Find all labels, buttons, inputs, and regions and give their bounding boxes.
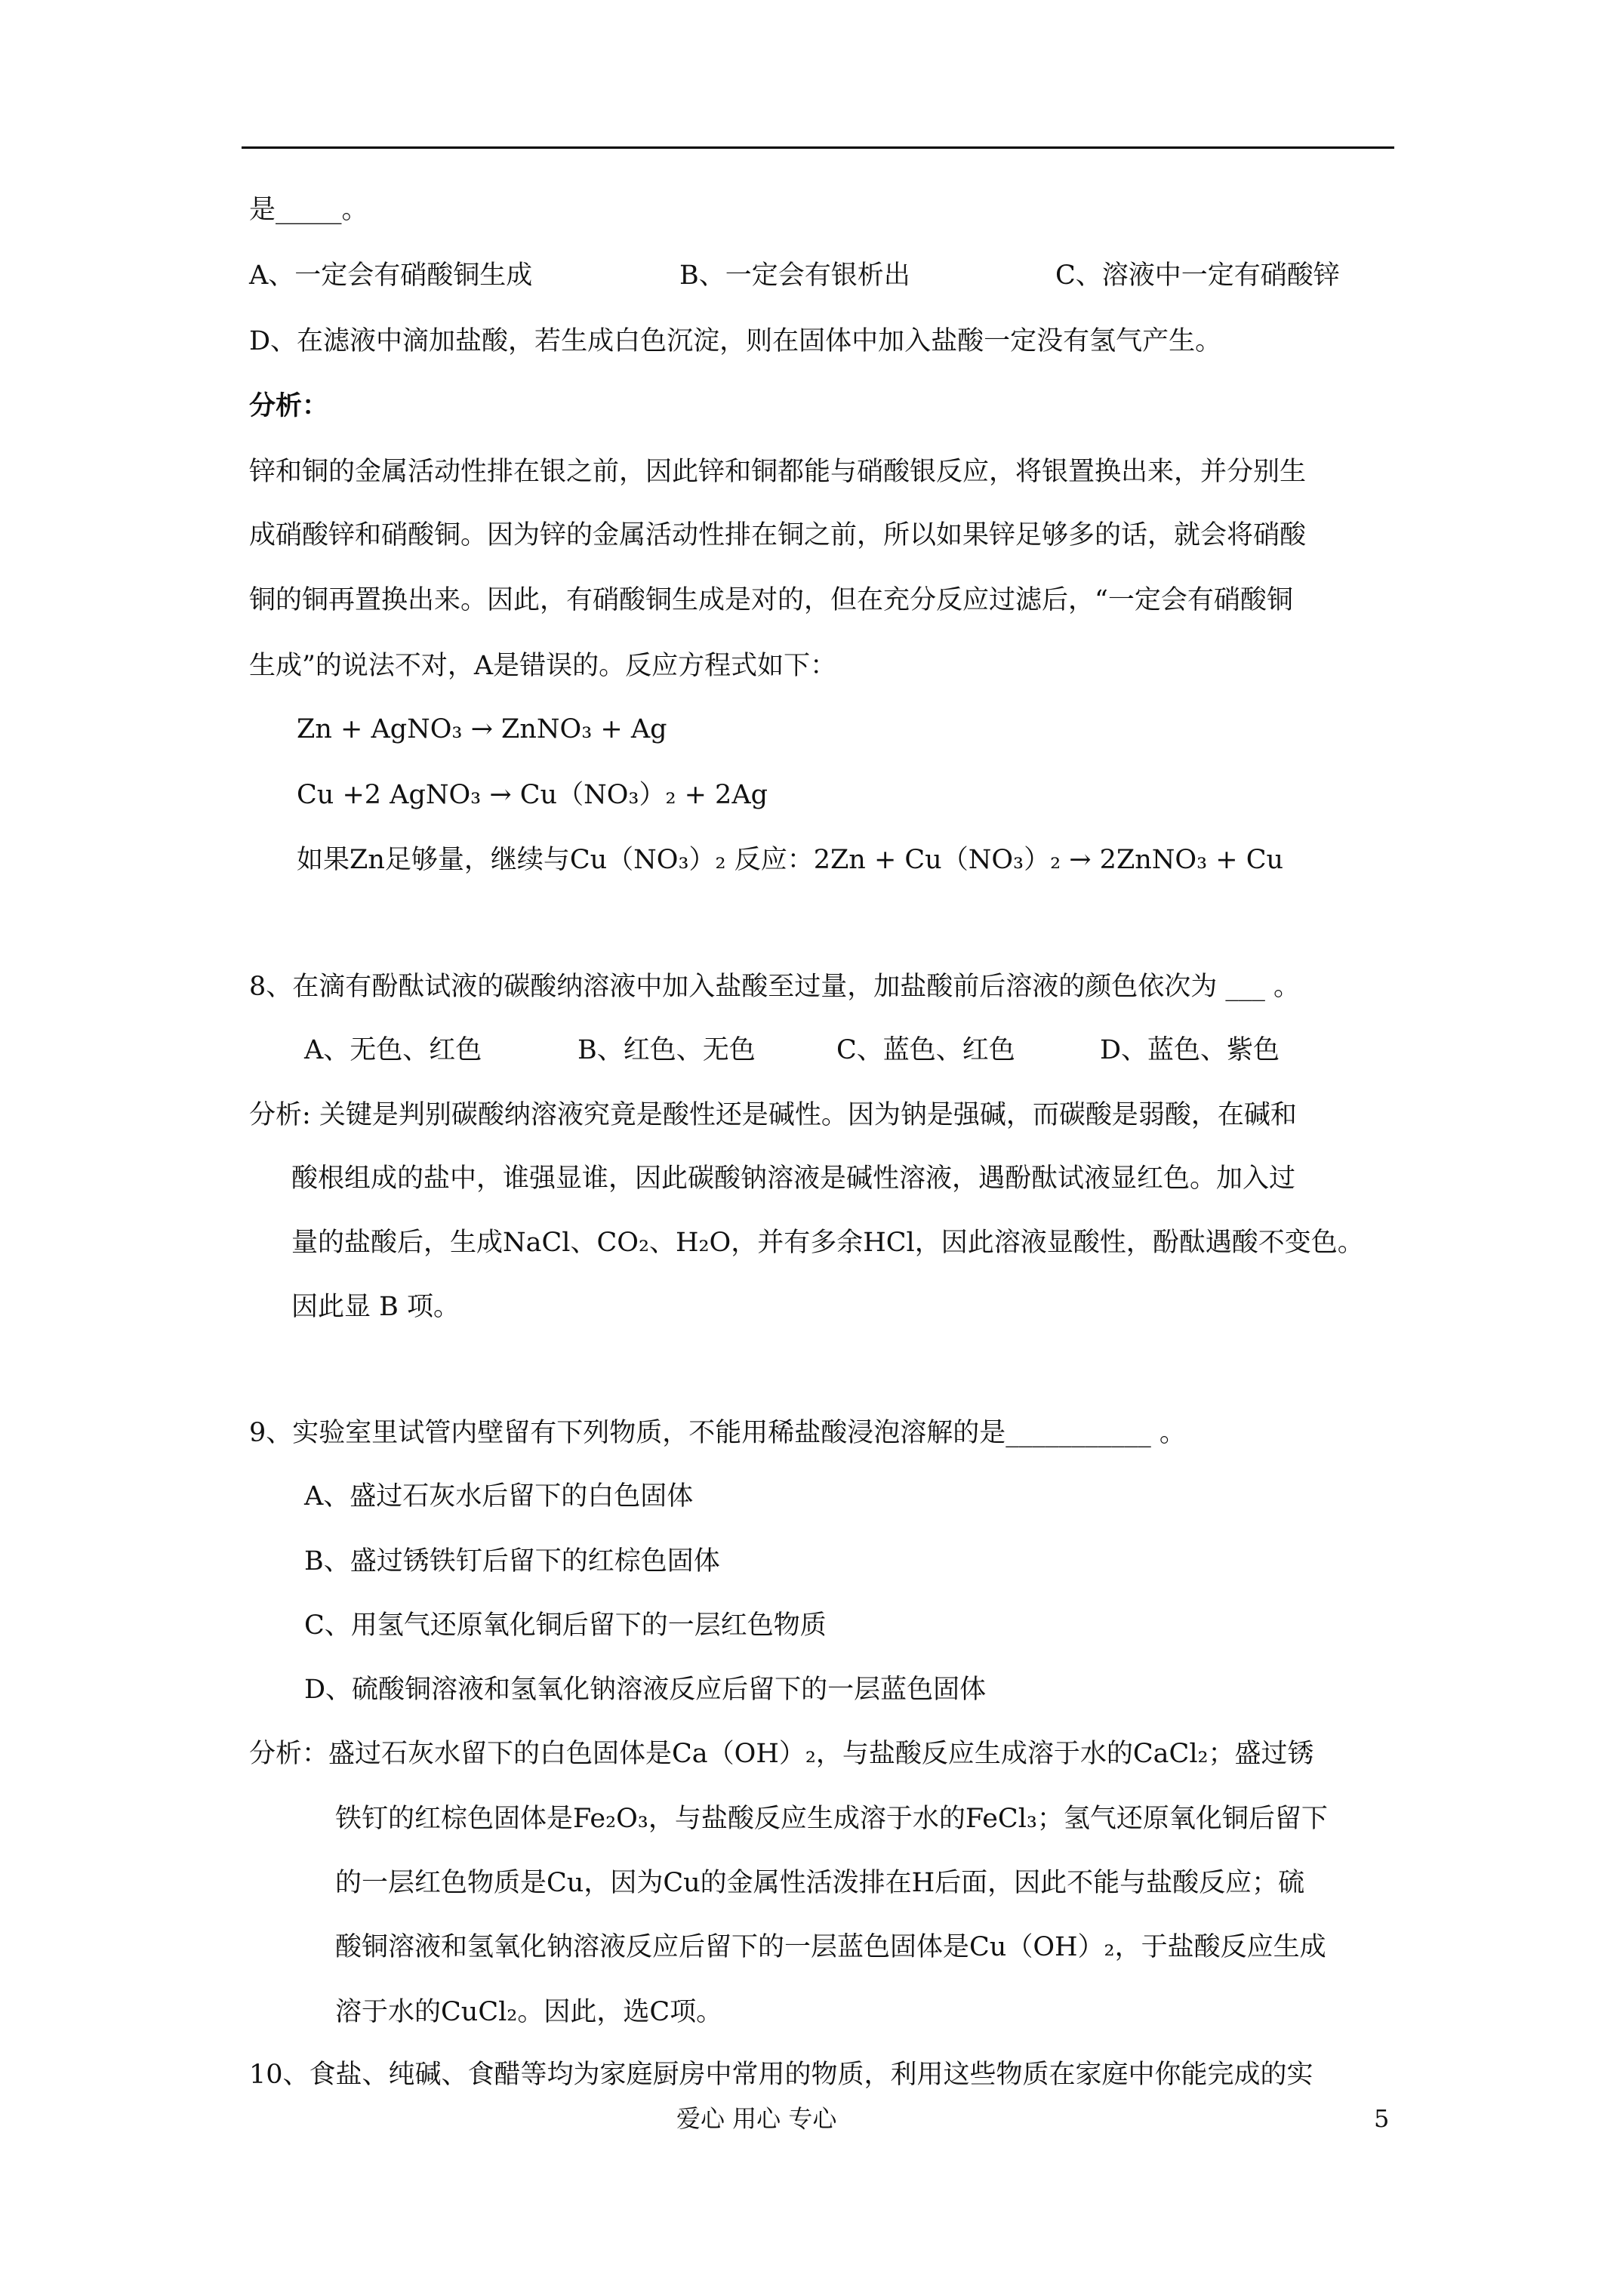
text-line-l10: Cu +2 AgNO₃ → Cu（NO₃）₂ + 2Ag (297, 780, 768, 810)
text-line-l24: 铁钉的红棕色固体是Fe₂O₃，与盐酸反应生成溶于水的FeCl₃；氢气还原氧化铜后留下 (335, 1804, 1328, 1834)
text-line-l13d: D、蓝色、紫色 (1100, 1035, 1280, 1065)
text-line-l26: 酸铜溶液和氢氧化钠溶液反应后留下的一层蓝色固体是Cu（OH）₂，于盐酸反应生成 (335, 1932, 1326, 1962)
text-line-l25: 的一层红色物质是Cu，因为Cu的金属性活泼排在H后面，因此不能与盐酸反应；硫 (335, 1868, 1305, 1898)
text-line-l13c: C、蓝色、红色 (836, 1035, 1015, 1065)
text-line-l5: 锌和铜的金属活动性排在银之前，因此锌和铜都能与硝酸银反应，将银置换出来，并分别生 (249, 457, 1307, 487)
text-line-l21: C、用氢气还原氧化铜后留下的一层红色物质 (304, 1610, 827, 1641)
text-line-l18: 9、实验室里试管内壁留有下列物质，不能用稀盐酸浸泡溶解的是___________ 。 (249, 1418, 1186, 1448)
text-line-l6: 成硝酸锌和硝酸铜。因为锌的金属活动性排在铜之前，所以如果锌足够多的话，就会将硝酸 (249, 520, 1307, 550)
text-line-l7: 铜的铜再置换出来。因此，有硝酸铜生成是对的，但在充分反应过滤后，“一定会有硝酸铜 (249, 585, 1293, 615)
text-line-l2c: C、溶液中一定有硝酸锌 (1055, 260, 1340, 291)
text-line-l20: B、盛过锈铁钉后留下的红棕色固体 (304, 1546, 720, 1576)
text-line-l12: 8、在滴有酚酞试液的碳酸纳溶液中加入盐酸至过量，加盐酸前后溶液的颜色依次为 ___ 。 (249, 972, 1301, 1002)
text-line-l28: 10、食盐、纯碱、食醋等均为家庭厨房中常用的物质，利用这些物质在家庭中你能完成的实 (249, 2060, 1313, 2090)
text-line-l4: 分析： (249, 390, 329, 421)
text-line-l11: 如果Zn足够量，继续与Cu（NO₃）₂ 反应：2Zn + Cu（NO₃）₂ → 2ZnNO₃ + Cu (297, 845, 1284, 875)
text-line-l17: 因此显 B 项。 (291, 1292, 460, 1322)
text-line-l27: 溶于水的CuCl₂。因此，选C项。 (335, 1997, 723, 2027)
text-line-l1: 是_____。 (249, 195, 368, 225)
text-line-l14: 分析: 关键是判别碳酸纳溶液究竟是酸性还是碱性。因为钠是强碱，而碳酸是弱酸，在碱和 (249, 1100, 1297, 1130)
text-line-l2a: A、一定会有硝酸铜生成 (249, 260, 533, 291)
page-number: 5 (1374, 2104, 1390, 2133)
text-line-l23: 分析：盛过石灰水留下的白色固体是Ca（OH）₂，与盐酸反应生成溶于水的CaCl₂；盛过锈 (249, 1739, 1314, 1769)
header-rule (242, 146, 1394, 149)
text-line-l3: D、在滤液中滴加盐酸，若生成白色沉淀，则在固体中加入盐酸一定没有氢气产生。 (249, 326, 1222, 356)
text-line-l22: D、硫酸铜溶液和氢氧化钠溶液反应后留下的一层蓝色固体 (304, 1675, 987, 1705)
text-line-l13a: A、无色、红色 (304, 1035, 482, 1065)
text-line-l9: Zn + AgNO₃ → ZnNO₃ + Ag (297, 714, 667, 744)
text-line-l15: 酸根组成的盐中，谁强显谁，因此碳酸钠溶液是碱性溶液，遇酚酞试液显红色。加入过 (291, 1163, 1296, 1194)
text-line-l16: 量的盐酸后，生成NaCl、CO₂、H₂O，并有多余HCl，因此溶液显酸性，酚酞遇酸不变色。 (291, 1228, 1364, 1258)
text-line-l8: 生成”的说法不对，A是错误的。反应方程式如下： (249, 651, 837, 681)
text-line-l13b: B、红色、无色 (577, 1035, 756, 1065)
text-line-l19: A、盛过石灰水后留下的白色固体 (304, 1481, 694, 1512)
text-line-l2b: B、一定会有银析出 (679, 260, 910, 291)
footer-motto: 爱心 用心 专心 (676, 2104, 837, 2133)
